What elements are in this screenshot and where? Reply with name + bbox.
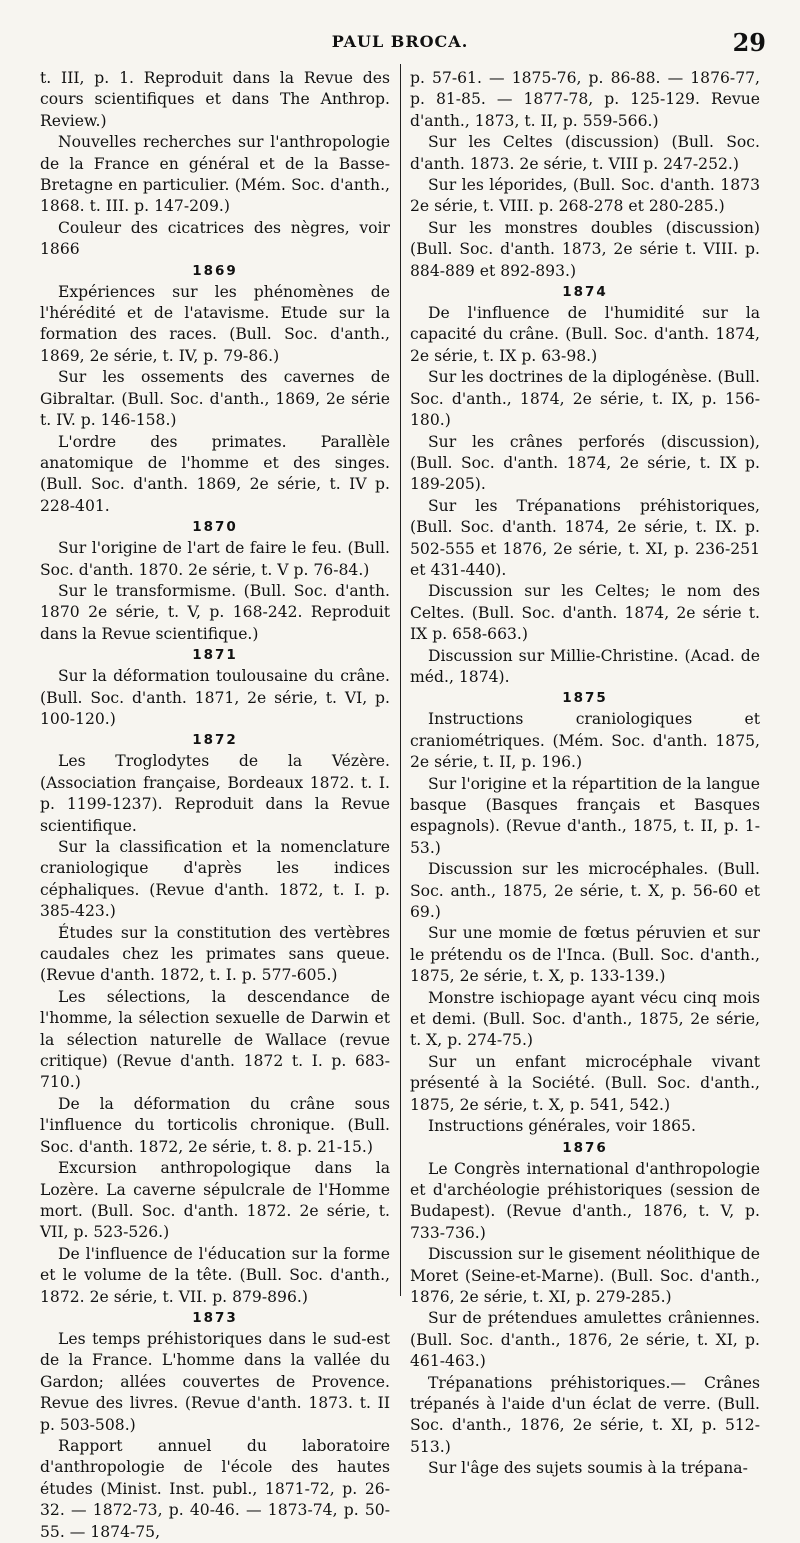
bibliography-entry: Excursion anthropologique dans la Lozère. La caverne sépulcrale de l'Homme mort. (Bull. Soc. d'anth. 1872. 2e série, t. VII, p. 523-526.) — [40, 1159, 390, 1242]
bibliography-entry: Sur les ossements des cavernes de Gibraltar. (Bull. Soc. d'anth., 1869, 2e série t. IV. p. 146-158.) — [40, 368, 390, 430]
year-heading: 1871 — [192, 647, 238, 664]
bibliography-entry: Sur le transformisme. (Bull. Soc. d'anth. 1870 2e série, t. V, p. 168-242. Reproduit dans la Revue scientifique.) — [40, 581, 390, 643]
bibliography-entry: Instructions générales, voir 1865. — [428, 1117, 696, 1136]
bibliography-entry: Instructions craniologiques et craniométriques. (Mém. Soc. d'anth. 1875, 2e série, t. II, p. 196.) — [410, 710, 760, 772]
bibliography-entry: t. III, p. 1. Reproduit dans la Revue des cours scientifiques et dans The Anthrop. Review.) — [40, 69, 390, 130]
bibliography-entry: Sur l'origine et la répartition de la langue basque (Basques français et Basques espagnols). (Revue d'anth., 1875, t. II, p. 1-53.) — [410, 774, 760, 857]
bibliography-entry: De l'influence de l'humidité sur la capacité du crâne. (Bull. Soc. d'anth. 1874, 2e série, t. IX p. 63-98.) — [410, 304, 760, 365]
bibliography-entry: Sur la classification et la nomenclature craniologique d'après les indices céphaliques. (Revue d'anth. 1872, t. I. p. 385-423.) — [40, 838, 390, 921]
bibliography-entry: Sur les monstres doubles (discussion) (Bull. Soc. d'anth. 1873, 2e série t. VIII. p. 884-889 et 892-893.) — [410, 218, 760, 280]
page-header — [0, 30, 800, 60]
bibliography-entry: Sur l'âge des sujets soumis à la trépana- — [428, 1459, 748, 1478]
bibliography-entry: Expériences sur les phénomènes de l'hérédité et de l'atavisme. Etude sur la formation des races. (Bull. Soc. d'anth., 1869, 2e série, t. IV, p. 79-86.) — [40, 282, 390, 365]
bibliography-entry: Discussion sur le gisement néolithique de Moret (Seine-et-Marne). (Bull. Soc. d'anth., 1876, 2e série, t. XI, p. 279-285.) — [410, 1245, 760, 1306]
bibliography-entry: Sur les crânes perforés (discussion), (Bull. Soc. d'anth. 1874, 2e série, t. IX p. 189-205). — [410, 432, 760, 494]
year-heading: 1872 — [192, 732, 238, 749]
bibliography-entry: Trépanations préhistoriques.— Crânes trépanés à l'aide d'un éclat de verre. (Bull. Soc. d'anth., 1876, 2e série, t. XI, p. 512-513.) — [410, 1373, 760, 1456]
year-heading: 1876 — [562, 1139, 608, 1156]
bibliography-entry: Études sur la constitution des vertèbres caudales chez les primates sans queue. (Revue d'anth. 1872, t. I. p. 577-605.) — [40, 923, 390, 985]
bibliography-entry: Discussion sur Millie-Christine. (Acad. de méd., 1874). — [410, 646, 760, 686]
year-heading: 1869 — [192, 262, 238, 279]
bibliography-entry: Sur un enfant microcéphale vivant présenté à la Société. (Bull. Soc. d'anth., 1875, 2e série, t. X, p. 541, 542.) — [410, 1052, 760, 1114]
bibliography-entry: Les sélections, la descendance de l'homme, la sélection sexuelle de Darwin et la sélection naturelle de Wallace (revue critique) (Revue d'anth. 1872 t. I. p. 683-710.) — [40, 987, 390, 1092]
bibliography-entry: Sur l'origine de l'art de faire le feu. (Bull. Soc. d'anth. 1870. 2e série, t. V p. 76-84.) — [40, 539, 390, 579]
year-heading: 1870 — [192, 519, 238, 536]
left-column — [40, 68, 390, 1543]
year-heading: 1873 — [192, 1309, 238, 1326]
bibliography-entry: Discussion sur les microcéphales. (Bull. Soc. anth., 1875, 2e série, t. X, p. 56-60 et 69.) — [410, 860, 760, 922]
bibliography-entry: Nouvelles recherches sur l'anthropologie de la France en général et de la Basse-Bretagne en particulier. (Mém. Soc. d'anth., 1868. t. III. p. 147-209.) — [40, 133, 390, 216]
bibliography-entry: Sur de prétendues amulettes crâniennes. (Bull. Soc. d'anth., 1876, 2e série, t. XI, p. 461-463.) — [410, 1309, 760, 1371]
bibliography-entry: Sur les Celtes (discussion) (Bull. Soc. d'anth. 1873. 2e série, t. VIII p. 247-252.) — [410, 133, 760, 173]
bibliography-entry: p. 57-61. — 1875-76, p. 86-88. — 1876-77, p. 81-85. — 1877-78, p. 125-129. Revue d'anth., 1873, t. II, p. 559-566.) — [410, 69, 760, 130]
bibliography-entry: Sur les léporides, (Bull. Soc. d'anth. 1873 2e série, t. VIII. p. 268-278 et 280-285.) — [410, 176, 760, 216]
year-heading: 1875 — [562, 690, 608, 707]
bibliography-entry: Le Congrès international d'anthropologie et d'archéologie préhistoriques (session de Budapest). (Revue d'anth., 1876, t. V, p. 733-736.) — [410, 1159, 760, 1242]
bibliography-entry: Rapport annuel du laboratoire d'anthropologie de l'école des hautes études (Minist. Inst. publ., 1871-72, p. 26-32. — 1872-73, p. 40-46. — 1873-74, p. 50-55. — 1874-75, — [40, 1436, 390, 1541]
bibliography-entry: Sur une momie de fœtus péruvien et sur le prétendu os de l'Inca. (Bull. Soc. d'anth., 1875, 2e série, t. X, p. 133-139.) — [410, 924, 760, 986]
bibliography-entry: Les temps préhistoriques dans le sud-est de la France. L'homme dans la vallée du Gardon; allées couvertes de Provence. Revue des livres. (Revue d'anth. 1873. t. II p. 503-508.) — [40, 1329, 390, 1434]
column-divider — [400, 64, 401, 1296]
right-column — [410, 68, 760, 1480]
bibliography-entry: Discussion sur les Celtes; le nom des Celtes. (Bull. Soc. d'anth. 1874, 2e série t. IX p. 658-663.) — [410, 582, 760, 644]
bibliography-entry: L'ordre des primates. Parallèle anatomique de l'homme et des singes. (Bull. Soc. d'anth. 1869, 2e série, t. IV p. 228-401. — [40, 432, 390, 515]
bibliography-entry: De la déformation du crâne sous l'influence du torticolis chronique. (Bull. Soc. d'anth. 1872, 2e série, t. 8. p. 21-15.) — [40, 1094, 390, 1156]
bibliography-entry: Couleur des cicatrices des nègres, voir 1866 — [40, 218, 390, 259]
bibliography-entry: Monstre ischiopage ayant vécu cinq mois et demi. (Bull. Soc. d'anth., 1875, 2e série, t. X, p. 274-75.) — [410, 988, 760, 1050]
bibliography-entry: Sur les Trépanations préhistoriques, (Bull. Soc. d'anth. 1874, 2e série, t. IX. p. 502-555 et 1876, 2e série, t. XI, p. 236-251 et 431-440). — [410, 496, 760, 579]
bibliography-entry: Sur la déformation toulousaine du crâne. (Bull. Soc. d'anth. 1871, 2e série, t. VI, p. 100-120.) — [40, 667, 390, 728]
year-heading: 1874 — [562, 284, 608, 301]
running-title: PAUL BROCA. — [331, 32, 469, 51]
page-number: 29 — [732, 28, 766, 57]
bibliography-entry: Sur les doctrines de la diplogénèse. (Bull. Soc. d'anth., 1874, 2e série, t. IX, p. 156-180.) — [410, 368, 760, 430]
bibliography-entry: De l'influence de l'éducation sur la forme et le volume de la tête. (Bull. Soc. d'anth., 1872. 2e série, t. VII. p. 879-896.) — [40, 1244, 390, 1306]
bibliography-entry: Les Troglodytes de la Vézère. (Association française, Bordeaux 1872. t. I. p. 1199-1237). Reproduit dans la Revue scientifique. — [40, 752, 390, 835]
